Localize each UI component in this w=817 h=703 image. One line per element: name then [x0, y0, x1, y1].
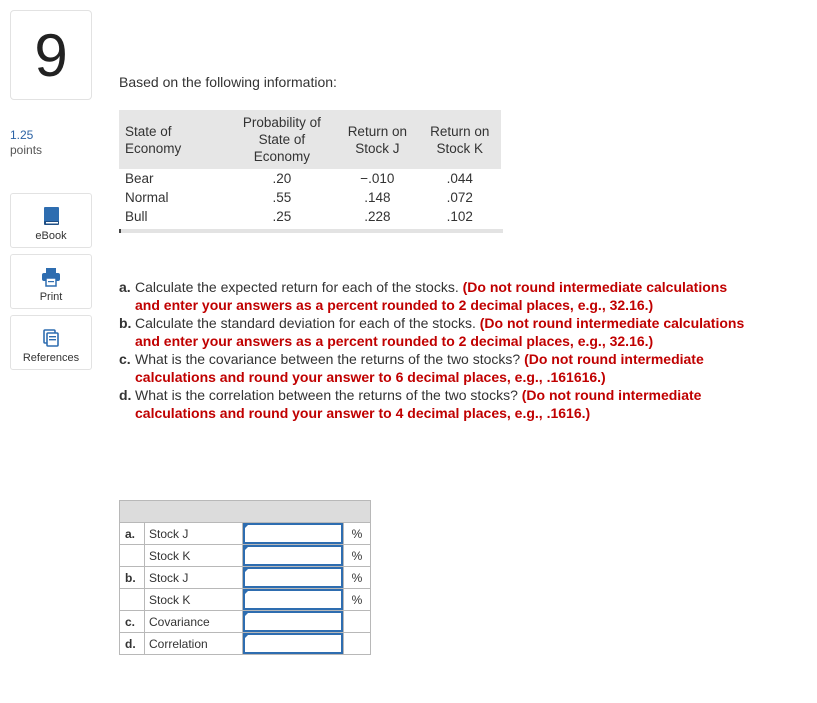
answer-letter: b.	[120, 567, 145, 589]
instruction-note: (Do not round intermediate calculations and round your answer to 4 decimal places, e.g., .1616.)	[135, 387, 702, 421]
field-marker-icon	[243, 523, 250, 530]
answer-input-cell	[243, 589, 344, 611]
probability-cell: .20	[272, 171, 292, 186]
answer-row-b-stock-j	[120, 567, 371, 589]
instruction-c	[119, 350, 749, 386]
economy-row-bull	[119, 207, 501, 226]
table-divider	[119, 229, 503, 233]
answer-row-d-correlation	[120, 633, 371, 655]
answer-header-cell	[120, 501, 371, 523]
instruction-letter: b.	[119, 315, 132, 331]
expected-return-k-input[interactable]	[243, 545, 343, 566]
question-number: 9	[10, 10, 92, 100]
points-info	[10, 128, 42, 158]
instruction-note: (Do not round intermediate calculations and enter your answers as a percent rounded to 2 decimal places, e.g., 32.16.)	[135, 315, 745, 349]
instruction-d	[119, 386, 749, 422]
instruction-text: Calculate the expected return for each of the stocks.	[135, 279, 459, 295]
instruction-text: What is the covariance between the returns of the two stocks?	[135, 351, 521, 367]
instructions	[119, 278, 749, 422]
return-k-cell: .072	[446, 190, 473, 205]
header-return-k: Return on Stock K	[419, 110, 501, 169]
answer-letter	[120, 545, 145, 567]
unit-label	[344, 633, 371, 655]
references-icon	[41, 328, 61, 348]
ebook-button[interactable]	[10, 193, 92, 248]
header-return-j: Return on Stock J	[336, 110, 418, 169]
std-dev-k-input[interactable]	[243, 589, 343, 610]
field-marker-icon	[243, 545, 250, 552]
answer-row-c-covariance	[120, 611, 371, 633]
header-state: State of Economy	[119, 110, 228, 169]
answer-table	[119, 500, 371, 655]
intro-text: Based on the following information:	[119, 74, 337, 90]
print-button[interactable]	[10, 254, 92, 309]
economy-row-normal	[119, 188, 501, 207]
economy-table	[119, 110, 501, 226]
answer-row-a-stock-j	[120, 523, 371, 545]
instruction-text: What is the correlation between the returns of the two stocks?	[135, 387, 518, 403]
answer-label: Correlation	[145, 633, 243, 655]
unit-label	[344, 611, 371, 633]
ebook-label: eBook	[35, 230, 67, 242]
covariance-input[interactable]	[243, 611, 343, 632]
instruction-b	[119, 314, 749, 350]
references-label: References	[22, 352, 80, 364]
instruction-letter: d.	[119, 387, 132, 403]
expected-return-j-input[interactable]	[243, 523, 343, 544]
return-j-cell: .148	[364, 190, 391, 205]
answer-row-b-stock-k	[120, 589, 371, 611]
instruction-note: (Do not round intermediate calculations and enter your answers as a percent rounded to 2 decimal places, e.g., 32.16.)	[135, 279, 728, 313]
state-cell: Bear	[125, 171, 154, 186]
instruction-note: (Do not round intermediate calculations and round your answer to 6 decimal places, e.g., .161616.)	[135, 351, 704, 385]
instruction-a	[119, 278, 749, 314]
answer-label: Stock K	[145, 545, 243, 567]
state-cell: Bull	[125, 209, 148, 224]
economy-row-bear	[119, 169, 501, 188]
answer-input-cell	[243, 633, 344, 655]
instruction-letter: a.	[119, 279, 131, 295]
answer-label: Stock K	[145, 589, 243, 611]
printer-icon	[41, 267, 61, 287]
print-label: Print	[39, 291, 63, 303]
return-k-cell: .102	[446, 209, 473, 224]
std-dev-j-input[interactable]	[243, 567, 343, 588]
header-probability: Probability of State of Economy	[228, 110, 337, 169]
answer-input-cell	[243, 611, 344, 633]
field-marker-icon	[243, 589, 250, 596]
answer-input-cell	[243, 567, 344, 589]
instruction-letter: c.	[119, 351, 131, 367]
points-label: points	[10, 143, 43, 157]
probability-cell: .25	[272, 209, 292, 224]
field-marker-icon	[243, 567, 250, 574]
unit-label: %	[344, 589, 371, 611]
answer-table-header	[120, 501, 371, 523]
answer-label: Stock J	[145, 567, 243, 589]
references-button[interactable]	[10, 315, 92, 370]
unit-label: %	[344, 567, 371, 589]
correlation-input[interactable]	[243, 633, 343, 654]
field-marker-icon	[243, 611, 250, 618]
return-j-cell: −.010	[360, 171, 395, 186]
field-marker-icon	[243, 633, 250, 640]
answer-label: Stock J	[145, 523, 243, 545]
answer-letter	[120, 589, 145, 611]
unit-label: %	[344, 545, 371, 567]
economy-table-header	[119, 110, 501, 169]
probability-cell: .55	[272, 190, 292, 205]
answer-input-cell	[243, 523, 344, 545]
answer-input-cell	[243, 545, 344, 567]
answer-letter: d.	[120, 633, 145, 655]
answer-letter: a.	[120, 523, 145, 545]
answer-label: Covariance	[145, 611, 243, 633]
book-icon	[41, 206, 61, 226]
unit-label: %	[344, 523, 371, 545]
answer-letter: c.	[120, 611, 145, 633]
return-j-cell: .228	[364, 209, 391, 224]
state-cell: Normal	[125, 190, 169, 205]
return-k-cell: .044	[446, 171, 473, 186]
answer-row-a-stock-k	[120, 545, 371, 567]
instruction-text: Calculate the standard deviation for each of the stocks.	[135, 315, 476, 331]
points-value: 1.25	[10, 128, 34, 142]
